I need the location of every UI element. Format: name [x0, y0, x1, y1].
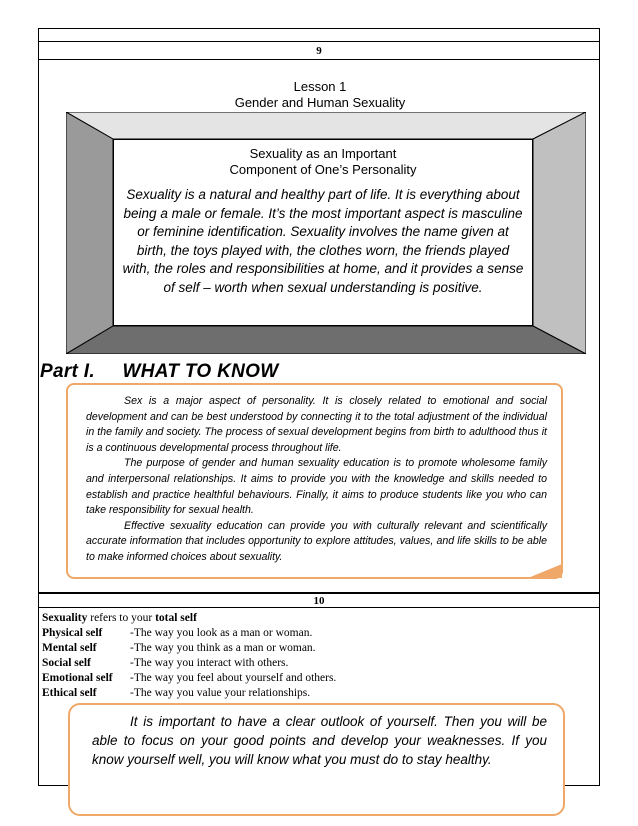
- definition-desc: -The way you interact with others.: [130, 657, 289, 669]
- part-heading: [40, 361, 278, 383]
- what-to-know-text: [86, 394, 547, 566]
- definition-row: [42, 626, 312, 640]
- page-number-10: 10: [313, 595, 325, 607]
- paragraph-1: Sex is a major aspect of personality. It is closely related to emotional and social development and can be best understood by connecting it to the total adjustment of the individual in the family and society. The process of sexual development begins from birth to adulthood thus it is a continuous developmental process throughout life.: [86, 395, 547, 454]
- what-to-know-box: [66, 383, 563, 579]
- intro-mid: refers to your: [87, 612, 156, 624]
- paragraph-3: Effective sexuality education can provide you with culturally relevant and scientifically accurate information that includes opportunity to explore attitudes, values, and life skills to be able to make informed choices about sexuality.: [86, 519, 547, 563]
- page-10-header-line: [38, 607, 600, 608]
- definition-desc: -The way you look as a man or woman.: [130, 627, 313, 639]
- page-9-header-line-bottom: [38, 59, 600, 60]
- definition-term: Mental self: [42, 642, 97, 654]
- definition-row: [42, 656, 288, 670]
- definition-term: Physical self: [42, 627, 103, 639]
- closing-box: [68, 703, 565, 816]
- lesson-label: Lesson 1: [293, 79, 347, 94]
- closing-text: It is important to have a clear outlook of yourself. Then you will be able to focus on your good points and develop your weaknesses. If you know yourself well, you will know what you must do to stay healthy.: [92, 714, 547, 767]
- sexuality-intro: [42, 611, 197, 625]
- personality-box: [113, 139, 533, 326]
- definition-desc: -The way you feel about yourself and others.: [130, 672, 337, 684]
- intro-end: total self: [155, 612, 197, 624]
- intro-term: Sexuality: [42, 612, 88, 624]
- part-title: WHAT TO KNOW: [122, 361, 279, 382]
- definition-term: Social self: [42, 657, 91, 669]
- definition-term: Ethical self: [42, 687, 97, 699]
- box-title-line2: Component of One’s Personality: [229, 162, 417, 177]
- paragraph-2: The purpose of gender and human sexuality education is to promote wholesome family and interpersonal relationships. It aims to provide you with the knowledge and skills needed to establish and practice healthful behaviours. Finally, it aims to produce students like you who can take responsibility for sexual health.: [86, 457, 547, 517]
- definition-row: [42, 686, 310, 700]
- definition-row: [42, 671, 336, 685]
- definition-desc: -The way you think as a man or woman.: [130, 642, 316, 654]
- definition-desc: -The way you value your relationships.: [130, 687, 311, 699]
- page-number-9: 9: [316, 45, 322, 57]
- definition-term: Emotional self: [42, 672, 113, 684]
- part-label: Part I.: [40, 361, 95, 382]
- page-curl: [528, 562, 564, 580]
- lesson-title: Gender and Human Sexuality: [234, 95, 406, 110]
- definition-row: [42, 641, 316, 655]
- box-text: Sexuality is a natural and healthy part of life. It is everything about being a male or female. It’s the most important aspect is masculine or feminine identification. Sexuality involves the name given at birth, the toys played with, the clothes worn, the friends played with, the roles and responsibilities at home, and it provides a sense of self – worth when sexual understanding is positive.: [122, 187, 524, 295]
- page-9-header-line-top: [38, 41, 600, 42]
- box-title-line1: Sexuality as an Important: [249, 146, 397, 161]
